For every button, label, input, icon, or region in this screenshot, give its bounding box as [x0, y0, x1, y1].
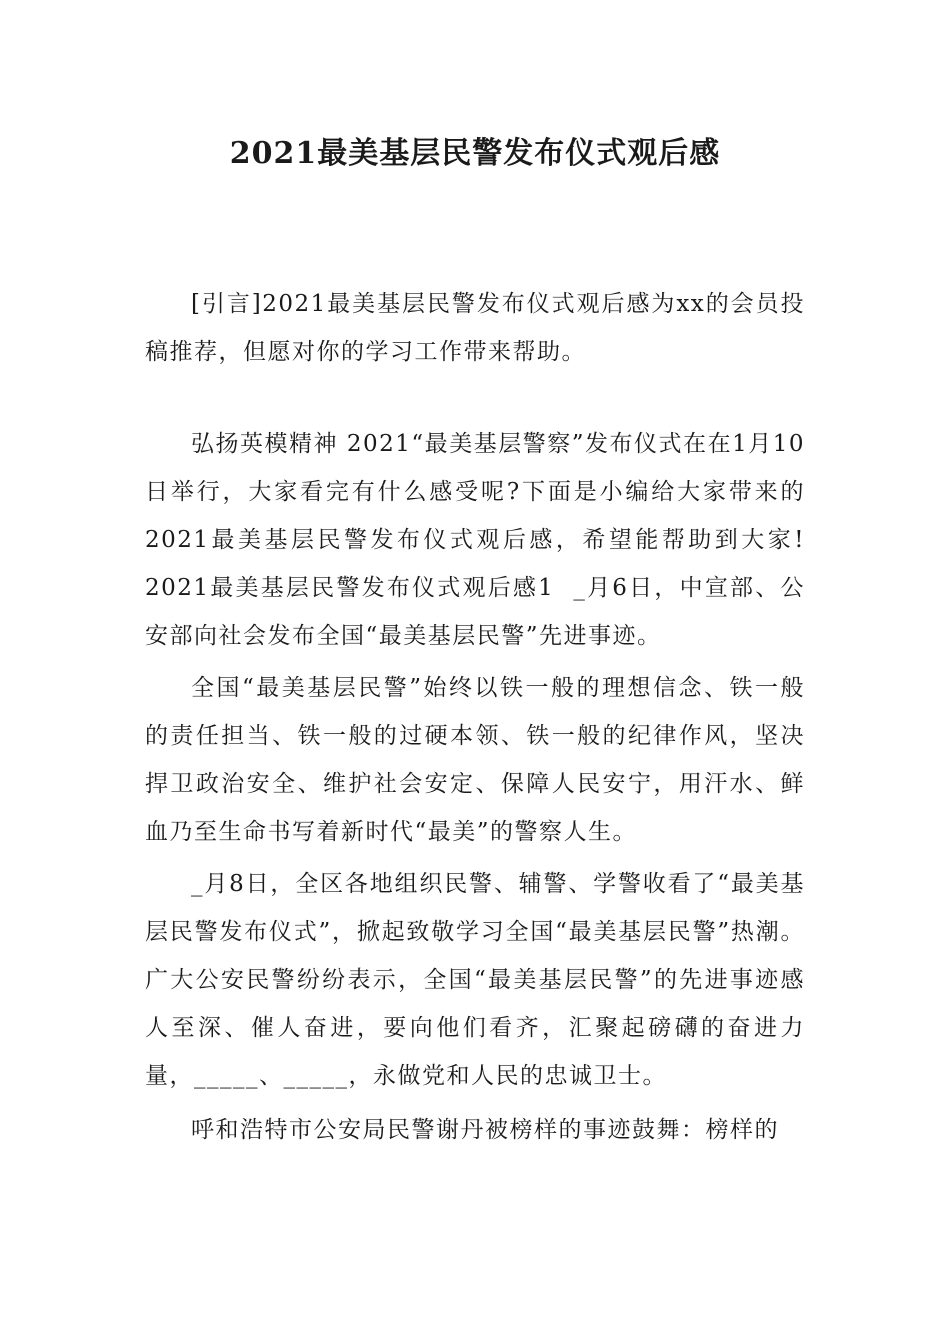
paragraph: 呼和浩特市公安局民警谢丹被榜样的事迹鼓舞：榜样的	[191, 1117, 779, 1143]
document-title: 2021最美基层民警发布仪式观后感	[229, 136, 721, 171]
paragraph: _月8日，全区各地组织民警、辅警、学警收看了“最美基层民警发布仪式”，掀起致敬学习全国“最美基层民警”热潮。广大公安民警纷纷表示，全国“最美基层民警”的先进事迹感人至深、催人奋进，要向他们看齐，汇聚起磅礴的奋进力量，_____、_____，永做党和人民的忠诚卫士。	[145, 871, 805, 1089]
article-body	[145, 420, 814, 1154]
paragraph: 全国“最美基层民警”始终以铁一般的理想信念、铁一般的责任担当、铁一般的过硬本领、铁一般的纪律作风，坚决捍卫政治安全、维护社会安定、保障人民安宁，用汗水、鲜血乃至生命书写着新时代“最美”的警察人生。	[145, 675, 805, 845]
paragraph: 弘扬英模精神 2021“最美基层警察”发布仪式在在1月10日举行，大家看完有什么感受呢?下面是小编给大家带来的2021最美基层民警发布仪式观后感，希望能帮助到大家! 2021最美基层民警发布仪式观后感1 _月6日，中宣部、公安部向社会发布全国“最美基层民警”先进事迹。	[145, 431, 814, 649]
intro-paragraph: [引言]2021最美基层民警发布仪式观后感为xx的会员投稿推荐，但愿对你的学习工作带来帮助。	[145, 291, 805, 365]
intro-block	[145, 280, 805, 376]
